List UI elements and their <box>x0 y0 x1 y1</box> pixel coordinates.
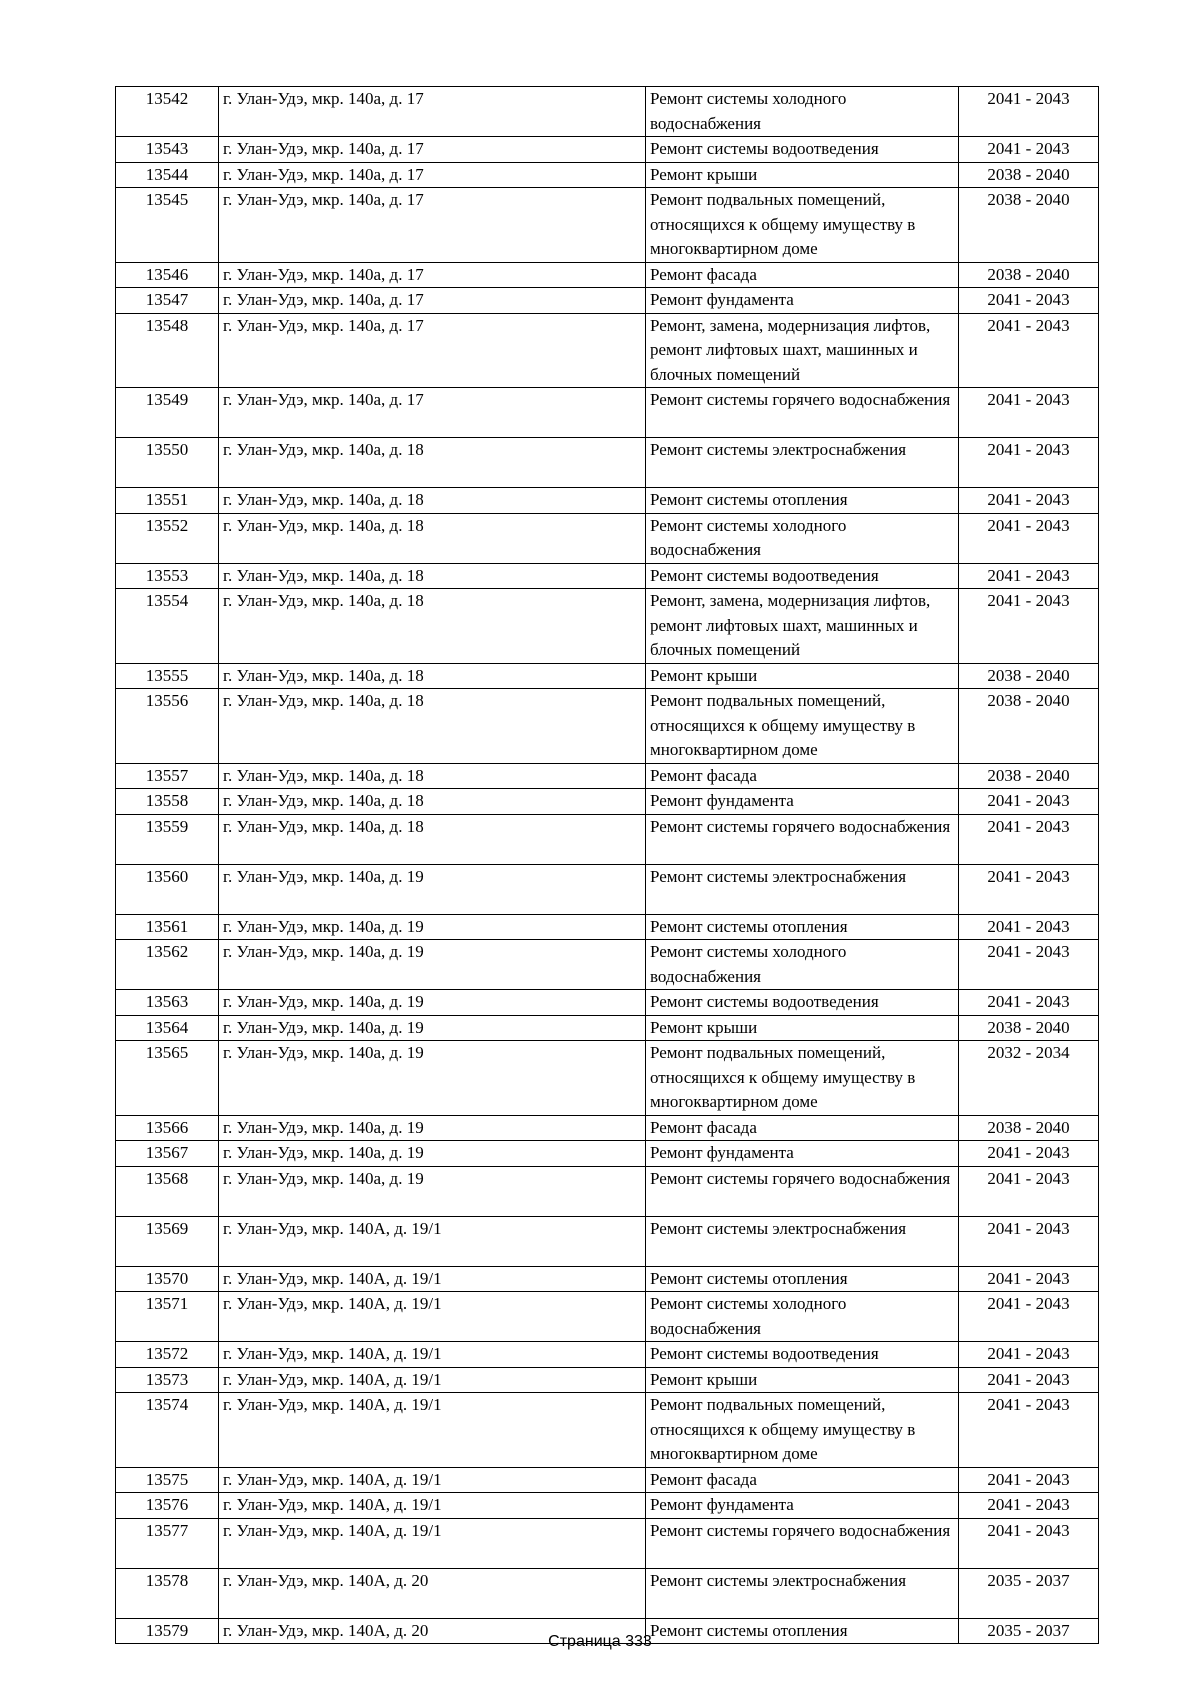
table-row <box>116 914 1099 940</box>
address-cell: г. Улан-Удэ, мкр. 140а, д. 19 <box>219 1141 646 1167</box>
row-number-cell: 13567 <box>116 1141 219 1167</box>
address-cell: г. Улан-Удэ, мкр. 140а, д. 18 <box>219 563 646 589</box>
address-cell: г. Улан-Удэ, мкр. 140а, д. 17 <box>219 137 646 163</box>
table-row <box>116 1141 1099 1167</box>
address-cell: г. Улан-Удэ, мкр. 140а, д. 19 <box>219 1041 646 1116</box>
period-cell: 2041 - 2043 <box>959 1367 1099 1393</box>
period-cell: 2038 - 2040 <box>959 1015 1099 1041</box>
work-type-cell: Ремонт фасада <box>646 1467 959 1493</box>
row-number-cell: 13568 <box>116 1166 219 1216</box>
period-cell: 2041 - 2043 <box>959 288 1099 314</box>
table-row <box>116 87 1099 137</box>
work-type-cell: Ремонт системы водоотведения <box>646 137 959 163</box>
address-cell: г. Улан-Удэ, мкр. 140А, д. 20 <box>219 1568 646 1618</box>
row-number-cell: 13570 <box>116 1266 219 1292</box>
row-number-cell: 13551 <box>116 488 219 514</box>
period-cell: 2038 - 2040 <box>959 663 1099 689</box>
row-number-cell: 13579 <box>116 1618 219 1644</box>
period-cell: 2032 - 2034 <box>959 1041 1099 1116</box>
period-cell: 2038 - 2040 <box>959 162 1099 188</box>
work-type-cell: Ремонт системы электроснабжения <box>646 1568 959 1618</box>
address-cell: г. Улан-Удэ, мкр. 140а, д. 19 <box>219 1115 646 1141</box>
work-type-cell: Ремонт фундамента <box>646 1141 959 1167</box>
period-cell: 2041 - 2043 <box>959 914 1099 940</box>
work-type-cell: Ремонт фасада <box>646 262 959 288</box>
work-type-cell: Ремонт крыши <box>646 162 959 188</box>
address-cell: г. Улан-Удэ, мкр. 140а, д. 18 <box>219 513 646 563</box>
row-number-cell: 13557 <box>116 763 219 789</box>
table-row <box>116 1393 1099 1468</box>
table-row <box>116 162 1099 188</box>
work-type-cell: Ремонт фундамента <box>646 1493 959 1519</box>
row-number-cell: 13561 <box>116 914 219 940</box>
work-type-cell: Ремонт, замена, модернизация лифтов, ремонт лифтовых шахт, машинных и блочных помещений <box>646 313 959 388</box>
work-type-cell: Ремонт фундамента <box>646 288 959 314</box>
address-cell: г. Улан-Удэ, мкр. 140а, д. 18 <box>219 438 646 488</box>
work-type-cell: Ремонт системы холодного водоснабжения <box>646 87 959 137</box>
work-type-cell: Ремонт фасада <box>646 763 959 789</box>
table-row <box>116 1166 1099 1216</box>
work-type-cell: Ремонт системы горячего водоснабжения <box>646 1518 959 1568</box>
table-row <box>116 814 1099 864</box>
period-cell: 2041 - 2043 <box>959 438 1099 488</box>
table-row <box>116 763 1099 789</box>
address-cell: г. Улан-Удэ, мкр. 140а, д. 19 <box>219 990 646 1016</box>
table-row <box>116 1342 1099 1368</box>
table-row <box>116 513 1099 563</box>
table-row <box>116 137 1099 163</box>
address-cell: г. Улан-Удэ, мкр. 140а, д. 18 <box>219 689 646 764</box>
work-type-cell: Ремонт системы электроснабжения <box>646 864 959 914</box>
row-number-cell: 13562 <box>116 940 219 990</box>
registry-table-body <box>116 87 1099 1644</box>
address-cell: г. Улан-Удэ, мкр. 140А, д. 19/1 <box>219 1266 646 1292</box>
table-row <box>116 1493 1099 1519</box>
work-type-cell: Ремонт системы водоотведения <box>646 990 959 1016</box>
table-row <box>116 488 1099 514</box>
period-cell: 2041 - 2043 <box>959 313 1099 388</box>
work-type-cell: Ремонт, замена, модернизация лифтов, ремонт лифтовых шахт, машинных и блочных помещений <box>646 589 959 664</box>
address-cell: г. Улан-Удэ, мкр. 140а, д. 19 <box>219 1015 646 1041</box>
row-number-cell: 13546 <box>116 262 219 288</box>
period-cell: 2041 - 2043 <box>959 1141 1099 1167</box>
address-cell: г. Улан-Удэ, мкр. 140а, д. 17 <box>219 87 646 137</box>
table-row <box>116 438 1099 488</box>
work-type-cell: Ремонт крыши <box>646 663 959 689</box>
work-type-cell: Ремонт системы горячего водоснабжения <box>646 814 959 864</box>
period-cell: 2041 - 2043 <box>959 513 1099 563</box>
table-row <box>116 789 1099 815</box>
row-number-cell: 13573 <box>116 1367 219 1393</box>
address-cell: г. Улан-Удэ, мкр. 140А, д. 19/1 <box>219 1467 646 1493</box>
address-cell: г. Улан-Удэ, мкр. 140а, д. 19 <box>219 914 646 940</box>
work-type-cell: Ремонт системы электроснабжения <box>646 1216 959 1266</box>
work-type-cell: Ремонт системы водоотведения <box>646 563 959 589</box>
table-row <box>116 1568 1099 1618</box>
row-number-cell: 13569 <box>116 1216 219 1266</box>
period-cell: 2041 - 2043 <box>959 87 1099 137</box>
row-number-cell: 13558 <box>116 789 219 815</box>
work-type-cell: Ремонт системы отопления <box>646 1266 959 1292</box>
address-cell: г. Улан-Удэ, мкр. 140а, д. 19 <box>219 1166 646 1216</box>
address-cell: г. Улан-Удэ, мкр. 140а, д. 17 <box>219 288 646 314</box>
row-number-cell: 13550 <box>116 438 219 488</box>
row-number-cell: 13554 <box>116 589 219 664</box>
period-cell: 2041 - 2043 <box>959 488 1099 514</box>
row-number-cell: 13560 <box>116 864 219 914</box>
period-cell: 2041 - 2043 <box>959 1216 1099 1266</box>
work-type-cell: Ремонт фундамента <box>646 789 959 815</box>
work-type-cell: Ремонт системы холодного водоснабжения <box>646 513 959 563</box>
period-cell: 2038 - 2040 <box>959 188 1099 263</box>
period-cell: 2041 - 2043 <box>959 388 1099 438</box>
work-type-cell: Ремонт системы отопления <box>646 1618 959 1644</box>
work-type-cell: Ремонт подвальных помещений, относящихся к общему имуществу в многоквартирном доме <box>646 1041 959 1116</box>
work-type-cell: Ремонт системы отопления <box>646 488 959 514</box>
address-cell: г. Улан-Удэ, мкр. 140а, д. 18 <box>219 763 646 789</box>
row-number-cell: 13571 <box>116 1292 219 1342</box>
period-cell: 2038 - 2040 <box>959 763 1099 789</box>
period-cell: 2041 - 2043 <box>959 1493 1099 1519</box>
address-cell: г. Улан-Удэ, мкр. 140А, д. 19/1 <box>219 1292 646 1342</box>
row-number-cell: 13564 <box>116 1015 219 1041</box>
address-cell: г. Улан-Удэ, мкр. 140а, д. 19 <box>219 940 646 990</box>
address-cell: г. Улан-Удэ, мкр. 140а, д. 17 <box>219 313 646 388</box>
table-row <box>116 1266 1099 1292</box>
row-number-cell: 13578 <box>116 1568 219 1618</box>
work-type-cell: Ремонт системы отопления <box>646 914 959 940</box>
table-row <box>116 1041 1099 1116</box>
address-cell: г. Улан-Удэ, мкр. 140а, д. 18 <box>219 789 646 815</box>
row-number-cell: 13563 <box>116 990 219 1016</box>
row-number-cell: 13576 <box>116 1493 219 1519</box>
row-number-cell: 13545 <box>116 188 219 263</box>
work-type-cell: Ремонт крыши <box>646 1367 959 1393</box>
address-cell: г. Улан-Удэ, мкр. 140а, д. 18 <box>219 814 646 864</box>
table-row <box>116 1467 1099 1493</box>
table-row <box>116 188 1099 263</box>
address-cell: г. Улан-Удэ, мкр. 140а, д. 18 <box>219 663 646 689</box>
table-row <box>116 589 1099 664</box>
table-row <box>116 990 1099 1016</box>
row-number-cell: 13556 <box>116 689 219 764</box>
row-number-cell: 13555 <box>116 663 219 689</box>
page-number: Страница 333 <box>548 1633 652 1650</box>
period-cell: 2041 - 2043 <box>959 1393 1099 1468</box>
address-cell: г. Улан-Удэ, мкр. 140а, д. 17 <box>219 188 646 263</box>
table-row <box>116 1367 1099 1393</box>
table-row <box>116 1292 1099 1342</box>
period-cell: 2041 - 2043 <box>959 940 1099 990</box>
period-cell: 2041 - 2043 <box>959 563 1099 589</box>
table-row <box>116 1216 1099 1266</box>
address-cell: г. Улан-Удэ, мкр. 140А, д. 20 <box>219 1618 646 1644</box>
registry-table <box>115 86 1099 1644</box>
table-row <box>116 563 1099 589</box>
period-cell: 2041 - 2043 <box>959 1292 1099 1342</box>
row-number-cell: 13566 <box>116 1115 219 1141</box>
work-type-cell: Ремонт фасада <box>646 1115 959 1141</box>
row-number-cell: 13574 <box>116 1393 219 1468</box>
row-number-cell: 13572 <box>116 1342 219 1368</box>
period-cell: 2041 - 2043 <box>959 589 1099 664</box>
registry-table-container <box>115 86 1098 1644</box>
work-type-cell: Ремонт системы горячего водоснабжения <box>646 1166 959 1216</box>
address-cell: г. Улан-Удэ, мкр. 140А, д. 19/1 <box>219 1518 646 1568</box>
table-row <box>116 1115 1099 1141</box>
address-cell: г. Улан-Удэ, мкр. 140а, д. 18 <box>219 488 646 514</box>
address-cell: г. Улан-Удэ, мкр. 140А, д. 19/1 <box>219 1367 646 1393</box>
row-number-cell: 13559 <box>116 814 219 864</box>
address-cell: г. Улан-Удэ, мкр. 140А, д. 19/1 <box>219 1216 646 1266</box>
work-type-cell: Ремонт системы холодного водоснабжения <box>646 940 959 990</box>
work-type-cell: Ремонт подвальных помещений, относящихся к общему имуществу в многоквартирном доме <box>646 689 959 764</box>
row-number-cell: 13553 <box>116 563 219 589</box>
work-type-cell: Ремонт подвальных помещений, относящихся к общему имуществу в многоквартирном доме <box>646 1393 959 1468</box>
row-number-cell: 13547 <box>116 288 219 314</box>
address-cell: г. Улан-Удэ, мкр. 140а, д. 17 <box>219 262 646 288</box>
work-type-cell: Ремонт системы водоотведения <box>646 1342 959 1368</box>
work-type-cell: Ремонт системы электроснабжения <box>646 438 959 488</box>
period-cell: 2041 - 2043 <box>959 1467 1099 1493</box>
table-row <box>116 313 1099 388</box>
address-cell: г. Улан-Удэ, мкр. 140а, д. 17 <box>219 388 646 438</box>
work-type-cell: Ремонт крыши <box>646 1015 959 1041</box>
address-cell: г. Улан-Удэ, мкр. 140А, д. 19/1 <box>219 1342 646 1368</box>
period-cell: 2041 - 2043 <box>959 1518 1099 1568</box>
row-number-cell: 13577 <box>116 1518 219 1568</box>
period-cell: 2038 - 2040 <box>959 262 1099 288</box>
row-number-cell: 13542 <box>116 87 219 137</box>
period-cell: 2041 - 2043 <box>959 789 1099 815</box>
period-cell: 2035 - 2037 <box>959 1568 1099 1618</box>
row-number-cell: 13544 <box>116 162 219 188</box>
row-number-cell: 13565 <box>116 1041 219 1116</box>
work-type-cell: Ремонт системы холодного водоснабжения <box>646 1292 959 1342</box>
work-type-cell: Ремонт системы горячего водоснабжения <box>646 388 959 438</box>
table-row <box>116 864 1099 914</box>
period-cell: 2041 - 2043 <box>959 137 1099 163</box>
table-row <box>116 288 1099 314</box>
period-cell: 2041 - 2043 <box>959 864 1099 914</box>
row-number-cell: 13548 <box>116 313 219 388</box>
row-number-cell: 13552 <box>116 513 219 563</box>
period-cell: 2038 - 2040 <box>959 1115 1099 1141</box>
table-row <box>116 689 1099 764</box>
table-row <box>116 262 1099 288</box>
table-row <box>116 1518 1099 1568</box>
period-cell: 2041 - 2043 <box>959 814 1099 864</box>
period-cell: 2041 - 2043 <box>959 990 1099 1016</box>
period-cell: 2035 - 2037 <box>959 1618 1099 1644</box>
period-cell: 2041 - 2043 <box>959 1166 1099 1216</box>
table-row <box>116 388 1099 438</box>
period-cell: 2041 - 2043 <box>959 1266 1099 1292</box>
address-cell: г. Улан-Удэ, мкр. 140А, д. 19/1 <box>219 1493 646 1519</box>
address-cell: г. Улан-Удэ, мкр. 140а, д. 17 <box>219 162 646 188</box>
table-row <box>116 663 1099 689</box>
period-cell: 2038 - 2040 <box>959 689 1099 764</box>
address-cell: г. Улан-Удэ, мкр. 140а, д. 19 <box>219 864 646 914</box>
address-cell: г. Улан-Удэ, мкр. 140А, д. 19/1 <box>219 1393 646 1468</box>
address-cell: г. Улан-Удэ, мкр. 140а, д. 18 <box>219 589 646 664</box>
period-cell: 2041 - 2043 <box>959 1342 1099 1368</box>
row-number-cell: 13575 <box>116 1467 219 1493</box>
row-number-cell: 13543 <box>116 137 219 163</box>
row-number-cell: 13549 <box>116 388 219 438</box>
table-row <box>116 1015 1099 1041</box>
table-row <box>116 940 1099 990</box>
work-type-cell: Ремонт подвальных помещений, относящихся к общему имуществу в многоквартирном доме <box>646 188 959 263</box>
